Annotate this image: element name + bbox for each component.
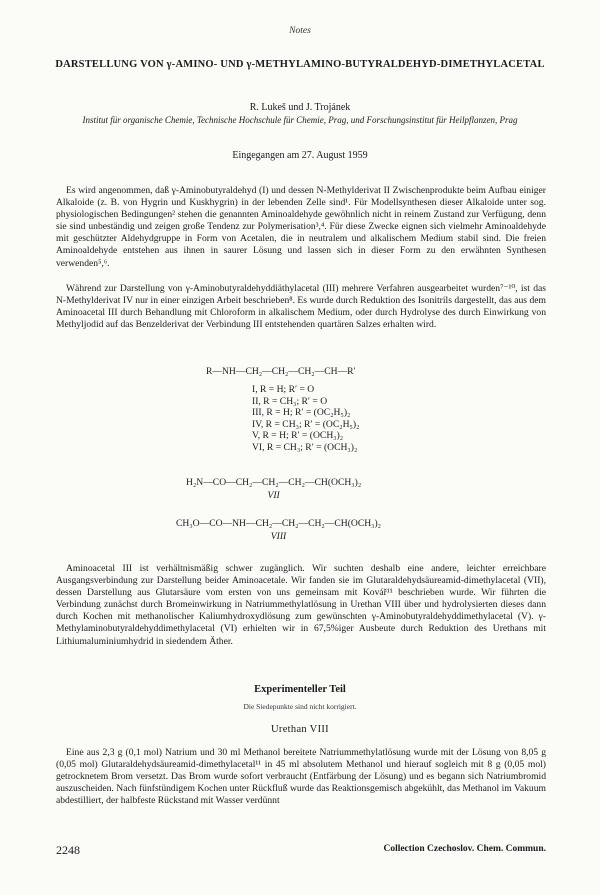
paragraph-method: Aminoacetal III ist verhältnismäßig schwer zugänglich. Wir suchten deshalb eine andere, leichter erreichbare Ausgangsverbindung zur Darstellung beider Aminoacetale. Wir fanden sie im Glutaraldehydsäureamid-dimethylacetal (VII), dessen Darstellung aus Glutarsäure vom ersten von uns gemeinsam mit Kovář¹¹ beschrieben wurde. Wir führten die Verbindung zunächst durch Bromeinwirkung in Natriummethylatlösung in Urethan VIII über und hydrolysierten dieses dann durch Kochen mit methanolischer Kaliumhydroxydlösung zum gewünschten γ-Aminobutyraldehyddimethylacetal (V). γ-Methylaminobutyraldehyddimethylacetal (VI) erhielten wir in 67,5%iger Ausbeute durch Reduktion des Urethans mit Lithiumaluminiumhydrid in siedendem Äther.	[56, 563, 546, 647]
formula-item: II, R = CH₃; R′ = O	[252, 395, 328, 407]
paragraph-background: Während zur Darstellung von γ-Aminobutyraldehyddiäthylacetal (III) mehrere Verfahren ausgearbeitet wurden⁷⁻¹⁰, ist das N-Methylderivat IV nur in einer einzigen Arbeit beschrieben⁸. Es wurde durch Reduktion des Isonitrils dargestellt, das aus dem Aminoacetal III durch Behandlung mit Chloroform in alkalischem Medium, oder durch Hydrolyse des durch Einwirkung von Methyljodid auf das Benzelderivat der Verbindung III entstehenden quartären Salzes erhalten wird.	[56, 283, 546, 331]
formula-vii-structure: H₂N—CO—CH₂—CH₂—CH₂—CH(OCH₃)₂	[186, 477, 362, 488]
subsection-heading: Urethan VIII	[271, 724, 329, 735]
section-heading: Experimenteller Teil	[254, 684, 346, 695]
page-number: 2248	[56, 843, 80, 857]
paragraph-intro: Es wird angenommen, daß γ-Aminobutyraldehyd (I) und dessen N-Methylderivat II Zwischenprodukte beim Aufbau einiger Alkaloide (z. B. von Hygrin und Kuskhygrin) in der lebenden Zelle sind¹. Für Modellsynthesen dieser Alkaloide unter sog. physiologischen Bedingungen² stehen die genannten Aminoaldehyde gewöhnlich nicht in reinem Zustand zur Verfügung, denn sie sind unbeständig und zeigen große Tendenz zur Polymerisation³,⁴. Für diese Zwecke eignen sich vielmehr Aminoaldehyde mit geschützter Aldehydgruppe in Form von Acetalen, die in neutralem und alkalischem Medium stabil sind. Die freien Aminoaldehyde entstehen aus ihnen in saurer Lösung und lassen sich in dieser Form zu den erwähnten Synthesen verwenden⁵,⁶.	[56, 185, 546, 269]
running-header: Notes	[289, 26, 311, 36]
received-date: Eingegangen am 27. August 1959	[232, 150, 368, 161]
section-note: Die Siedepunkte sind nicht korrigiert.	[243, 702, 357, 711]
journal-name: Collection Czechoslov. Chem. Commun.	[383, 844, 546, 854]
formula-item: I, R = H; R′ = O	[252, 384, 315, 395]
article-title: DARSTELLUNG VON γ-AMINO- UND γ-METHYLAMINO-BUTYRALDEHYD-DIMETHYLACETAL	[55, 59, 545, 70]
formula-viii-label: VIII	[270, 531, 287, 542]
authors: R. Lukeš und J. Trojánek	[249, 102, 351, 113]
formula-item: III, R = H; R′ = (OC₂H₅)₂	[252, 407, 351, 419]
formula-list	[252, 384, 359, 454]
formula-item: V, R = H; R′ = (OCH₃)₂	[252, 430, 344, 442]
formula-general: R—NH—CH₂—CH₂—CH₂—CH—R′	[206, 366, 356, 377]
formula-viii	[176, 518, 381, 543]
formula-vii	[186, 477, 361, 502]
formula-item: IV, R = CH₃; R′ = (OC₂H₅)₂	[252, 418, 360, 430]
institute: Institut für organische Chemie, Technische Hochschule für Chemie, Prag, und Forschungsinstitut für Heilpflanzen, Prag	[82, 115, 518, 125]
formula-vii-label: VII	[267, 490, 280, 501]
formula-item: VI, R = CH₃; R′ = (OCH₃)₂	[252, 441, 358, 453]
paragraph-experimental: Eine aus 2,3 g (0,1 mol) Natrium und 30 ml Methanol bereitete Natriummethylatlösung wurde mit der Lösung von 8,05 g (0,05 mol) Glutaraldehydsäureamid-dimethylacetal¹¹ in 45 ml absolutem Methanol und hierauf sogleich mit 8 g (0,05 mol) getrocknetem Brom versetzt. Das Brom wurde sofort verbraucht (Entfärbung der Lösung) und es begann sich Natriumbromid auszuscheiden. Nach fünfstündigem Kochen unter Rückfluß wurde das Reaktionsgemisch abgekühlt, das Methanol im Vakuum abdestilliert, der halbfeste Rückstand mit Wasser verdünnt	[56, 747, 546, 807]
formula-viii-structure: CH₃O—CO—NH—CH₂—CH₂—CH₂—CH(OCH₃)₂	[176, 518, 382, 529]
